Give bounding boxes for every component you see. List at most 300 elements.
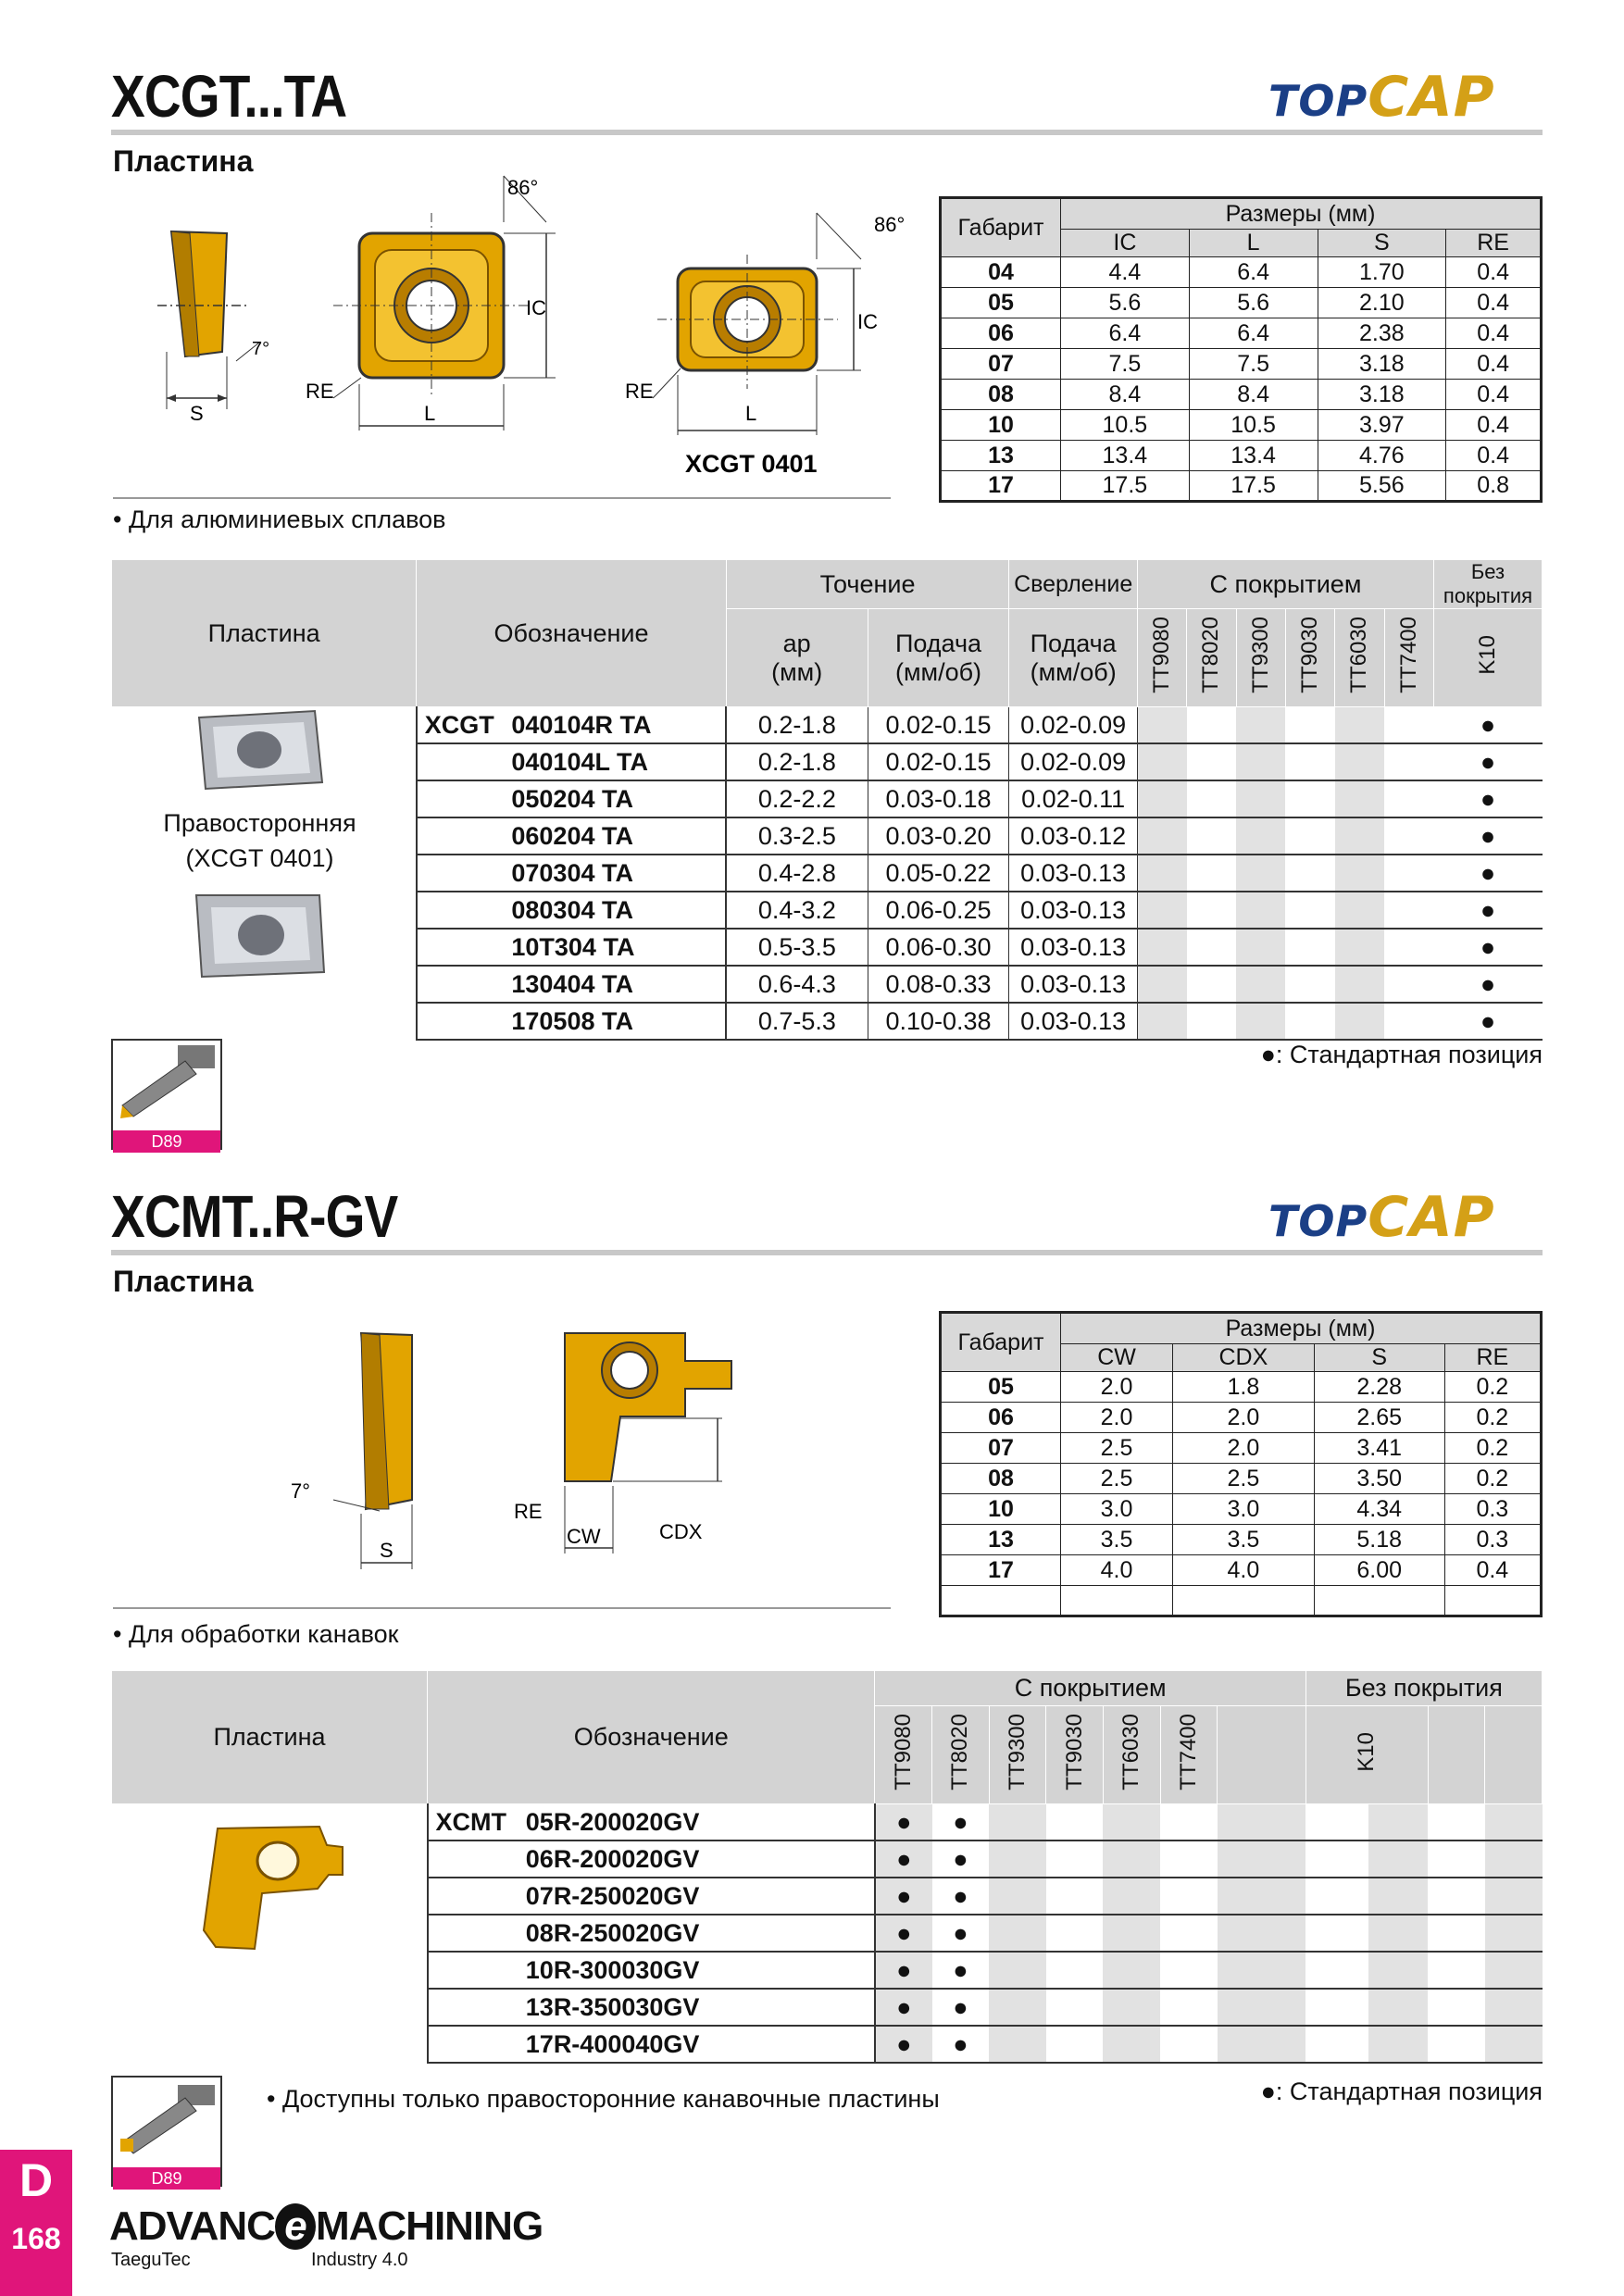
logo-top-text: TOP xyxy=(1268,76,1368,126)
grade-cell xyxy=(1187,966,1236,1003)
dim-s-label-2: S xyxy=(380,1539,394,1562)
grade-cell xyxy=(1335,707,1384,744)
dim-value-cell: 2.5 xyxy=(1061,1433,1173,1464)
grade-tt8020-2: TT8020 xyxy=(947,1713,973,1791)
grade-cell xyxy=(1137,892,1186,929)
grade-cell xyxy=(989,1804,1046,1841)
feed-unit-2: (мм/об) xyxy=(1030,657,1117,686)
plastina-header: Пластина xyxy=(112,560,417,707)
feed-drilling-cell: 0.03-0.12 xyxy=(1009,817,1137,855)
sizes-header-2: Размеры (мм) xyxy=(1061,1313,1542,1344)
dim-re-label-3: RE xyxy=(514,1500,543,1523)
dim-value-cell: 2.0 xyxy=(1173,1403,1315,1433)
tt9080-cell: ● xyxy=(875,2026,932,2063)
dim-value-cell: 1.8 xyxy=(1173,1372,1315,1403)
grade-cell xyxy=(1485,2026,1543,2063)
grade-cell xyxy=(1187,855,1236,892)
page-ref-box-2[interactable] xyxy=(111,2076,222,2187)
grade-cell xyxy=(1046,1915,1104,1952)
dim-value-cell: 8.4 xyxy=(1061,380,1190,410)
grade-cell xyxy=(1046,1878,1104,1915)
tt9080-cell: ● xyxy=(875,1952,932,1989)
prefix-cell xyxy=(428,1952,526,1989)
grade-cell xyxy=(1368,2026,1428,2063)
dim-value-cell: 0.2 xyxy=(1444,1403,1541,1433)
ap-cell: 0.4-3.2 xyxy=(726,892,868,929)
dim-value-cell: 4.4 xyxy=(1061,257,1190,288)
grade-tt9300: TT9300 xyxy=(1247,616,1273,693)
grade-cell xyxy=(1384,743,1433,780)
tt9080-cell: ● xyxy=(875,1804,932,1841)
feed-turning-header xyxy=(868,609,1009,707)
designation-cell: 040104L TA xyxy=(511,743,726,780)
grade-cell xyxy=(1428,1989,1485,2026)
grade-cell xyxy=(1236,743,1285,780)
grade-cell xyxy=(1305,1878,1368,1915)
prefix-cell xyxy=(417,966,512,1003)
page-ref-label-1: D89 xyxy=(113,1130,220,1153)
designation-cell: 08R-250020GV xyxy=(526,1915,875,1952)
dim-value-cell: 2.0 xyxy=(1061,1403,1173,1433)
grade-cell xyxy=(1335,780,1384,817)
dim-value-cell: 10.5 xyxy=(1061,410,1190,441)
dim-row xyxy=(941,410,1542,441)
dim-value-cell: 3.41 xyxy=(1314,1433,1444,1464)
grade-tt9300-2: TT9300 xyxy=(1004,1713,1030,1791)
dim-row xyxy=(941,1555,1542,1586)
feed-turning-cell: 0.03-0.20 xyxy=(868,817,1009,855)
grade-cell xyxy=(1236,1003,1285,1040)
dim-size-cell: 08 xyxy=(941,1464,1061,1494)
dim-value-cell: 0.8 xyxy=(1446,471,1542,502)
dim-re-label-2: RE xyxy=(625,380,654,403)
ap-label: ap xyxy=(782,629,811,657)
grade-cell xyxy=(1187,929,1236,966)
k10-cell: ● xyxy=(1433,817,1542,855)
dim-empty-cell xyxy=(1444,1586,1541,1616)
side-view xyxy=(157,231,269,425)
grade-cell xyxy=(1368,1989,1428,2026)
tt8020-cell: ● xyxy=(932,1878,990,1915)
k10-cell: ● xyxy=(1433,780,1542,817)
grade-cell xyxy=(989,1952,1046,1989)
feed-turning-cell: 0.10-0.38 xyxy=(868,1003,1009,1040)
grade-cell xyxy=(1305,1915,1368,1952)
coated-header: С покрытием xyxy=(1137,560,1433,609)
grade-tt9030-2: TT9030 xyxy=(1061,1713,1087,1791)
dim-row xyxy=(941,1525,1542,1555)
dim-value-cell: 17.5 xyxy=(1061,471,1190,502)
dim-value-cell: 0.3 xyxy=(1444,1525,1541,1555)
grade-cell xyxy=(1137,780,1186,817)
dim-value-cell: 2.38 xyxy=(1318,318,1446,349)
col-ic: IC xyxy=(1061,230,1190,257)
grade-cell xyxy=(1218,1952,1306,1989)
brand-sub-right: Industry 4.0 xyxy=(311,2250,408,2270)
section2-note2: • Доступны только правосторонние канавочные пластины xyxy=(267,2085,940,2113)
dim-l-label: L xyxy=(424,402,436,425)
dim-row xyxy=(941,1464,1542,1494)
grade-cell xyxy=(1137,1003,1186,1040)
insert-photo-2 xyxy=(185,884,333,986)
dim-value-cell: 5.6 xyxy=(1189,288,1318,318)
note-divider-2 xyxy=(113,1607,891,1609)
tt8020-cell: ● xyxy=(932,2026,990,2063)
grade-cell xyxy=(1384,780,1433,817)
grade-cell xyxy=(1305,1804,1368,1841)
feed-drilling-cell: 0.02-0.09 xyxy=(1009,743,1137,780)
grade-cell xyxy=(1218,1915,1306,1952)
dim-value-cell: 2.5 xyxy=(1061,1464,1173,1494)
k10-cell: ● xyxy=(1433,929,1542,966)
designation-cell: 07R-250020GV xyxy=(526,1878,875,1915)
grade-cell xyxy=(1160,1952,1218,1989)
coated-header-2: С покрытием xyxy=(875,1671,1305,1706)
grade-tt9080-2: TT9080 xyxy=(890,1713,916,1791)
k10-cell: ● xyxy=(1433,892,1542,929)
ap-cell: 0.2-1.8 xyxy=(726,707,868,744)
dim-row xyxy=(941,471,1542,502)
grade-cell xyxy=(1485,1989,1543,2026)
designation-cell: 130404 TA xyxy=(511,966,726,1003)
angle-7-label: 7° xyxy=(252,339,270,359)
designation-cell: 06R-200020GV xyxy=(526,1841,875,1878)
section2-subtitle: Пластина xyxy=(113,1265,254,1298)
grade-tt6030: TT6030 xyxy=(1346,616,1372,693)
section1-title: XCGT...TA xyxy=(111,63,347,130)
top-view-rect xyxy=(625,213,905,478)
grade-cell xyxy=(1335,966,1384,1003)
designation-cell: 040104R TA xyxy=(511,707,726,744)
dim-value-cell: 6.4 xyxy=(1189,318,1318,349)
grade-cell xyxy=(1236,892,1285,929)
dim-size-cell: 13 xyxy=(941,1525,1061,1555)
dim-cdx-label: CDX xyxy=(659,1520,703,1543)
dim-value-cell: 7.5 xyxy=(1061,349,1190,380)
grade-cell xyxy=(1285,1003,1334,1040)
legend-2: ●: Стандартная позиция xyxy=(1260,2078,1543,2105)
prefix-cell: XCMT xyxy=(428,1804,526,1841)
dim-value-cell: 13.4 xyxy=(1189,441,1318,471)
grade-tt6030-2: TT6030 xyxy=(1118,1713,1144,1791)
dim-size-cell: 07 xyxy=(941,1433,1061,1464)
col-cw: CW xyxy=(1061,1344,1173,1372)
dim-row xyxy=(941,318,1542,349)
grade-cell xyxy=(1485,1952,1543,1989)
grade-cell xyxy=(1428,1878,1485,1915)
grade-cell xyxy=(1384,1003,1433,1040)
dim-value-cell: 8.4 xyxy=(1189,380,1318,410)
dim-value-cell: 0.4 xyxy=(1446,441,1542,471)
grade-cell xyxy=(1187,1003,1236,1040)
dim-value-cell: 0.4 xyxy=(1446,410,1542,441)
prefix-cell xyxy=(417,1003,512,1040)
dim-value-cell: 0.4 xyxy=(1446,288,1542,318)
k10-cell: ● xyxy=(1433,743,1542,780)
dim-value-cell: 5.18 xyxy=(1314,1525,1444,1555)
chapter-tab xyxy=(0,2150,72,2296)
prefix-cell xyxy=(417,929,512,966)
grade-cell xyxy=(1285,743,1334,780)
grade-k10-2: K10 xyxy=(1354,1731,1380,1772)
logo-top-text-2: TOP xyxy=(1268,1196,1368,1246)
brand-part-b: MACHINING xyxy=(315,2203,543,2249)
tt9080-cell: ● xyxy=(875,1989,932,2026)
dim-s-label: S xyxy=(190,402,204,425)
feed-turning-cell: 0.02-0.15 xyxy=(868,707,1009,744)
feed-drilling-header xyxy=(1009,609,1137,707)
prefix-cell xyxy=(417,855,512,892)
dim-value-cell: 3.5 xyxy=(1061,1525,1173,1555)
grade-cell xyxy=(1335,1003,1384,1040)
insert-label-line1: Правосторонняя xyxy=(163,809,356,837)
grade-cell xyxy=(1335,929,1384,966)
prefix-cell xyxy=(417,892,512,929)
dim-size-cell: 10 xyxy=(941,1494,1061,1525)
dim-size-cell: 17 xyxy=(941,1555,1061,1586)
insert-photo-grooving xyxy=(190,1819,347,1958)
dim-value-cell: 4.76 xyxy=(1318,441,1446,471)
prefix-cell xyxy=(428,2026,526,2063)
grade-cell xyxy=(1285,892,1334,929)
gabarit-header: Габарит xyxy=(941,198,1061,257)
dim-value-cell: 0.4 xyxy=(1446,257,1542,288)
grade-cell xyxy=(1218,1841,1306,1878)
tt8020-cell: ● xyxy=(932,1915,990,1952)
feed-unit: (мм/об) xyxy=(894,657,982,686)
chapter-letter: D xyxy=(19,2154,54,2206)
grade-cell xyxy=(1368,1878,1428,1915)
oboznachenie-header-2: Обозначение xyxy=(428,1671,875,1804)
grade-cell xyxy=(1103,2026,1160,2063)
dim-row xyxy=(941,441,1542,471)
feed-label: Подача xyxy=(894,629,982,657)
feed-turning-cell: 0.03-0.18 xyxy=(868,780,1009,817)
grade-cell xyxy=(1305,1989,1368,2026)
dim-value-cell: 10.5 xyxy=(1189,410,1318,441)
grade-cell xyxy=(1305,1952,1368,1989)
dim-empty-cell xyxy=(941,1586,1061,1616)
designation-cell: 080304 TA xyxy=(511,892,726,929)
tt8020-cell: ● xyxy=(932,1952,990,1989)
dim-value-cell: 2.0 xyxy=(1061,1372,1173,1403)
ap-cell: 0.6-4.3 xyxy=(726,966,868,1003)
dim-row xyxy=(941,349,1542,380)
dim-value-cell: 3.0 xyxy=(1061,1494,1173,1525)
plastina-header-2: Пластина xyxy=(112,1671,428,1804)
grade-cell xyxy=(1218,1804,1306,1841)
advance-machining-logo xyxy=(109,2203,543,2250)
dim-value-cell: 3.0 xyxy=(1173,1494,1315,1525)
insert-label-line2: (XCGT 0401) xyxy=(185,844,334,872)
k10-cell: ● xyxy=(1433,855,1542,892)
dim-value-cell: 5.56 xyxy=(1318,471,1446,502)
grade-cell xyxy=(1160,1878,1218,1915)
grooving-tool-icon xyxy=(113,2078,220,2163)
dim-row xyxy=(941,380,1542,410)
col-s: S xyxy=(1318,230,1446,257)
grade-cell xyxy=(1103,1841,1160,1878)
col-l: L xyxy=(1189,230,1318,257)
dim-cw-label: CW xyxy=(567,1525,601,1548)
brand-sub-left: TaeguTec xyxy=(111,2250,191,2270)
dim-value-cell: 2.28 xyxy=(1314,1372,1444,1403)
prefix-cell xyxy=(417,743,512,780)
grade-cell xyxy=(1285,966,1334,1003)
feed-drilling-cell: 0.03-0.13 xyxy=(1009,929,1137,966)
dim-value-cell: 0.2 xyxy=(1444,1464,1541,1494)
legend-1: ●: Стандартная позиция xyxy=(1260,1041,1543,1068)
feed-drilling-cell: 0.03-0.13 xyxy=(1009,966,1137,1003)
grade-cell xyxy=(1384,966,1433,1003)
logo-cap-text: CAP xyxy=(1368,65,1495,130)
grade-cell xyxy=(1384,855,1433,892)
feed-drilling-cell: 0.02-0.11 xyxy=(1009,780,1137,817)
tt9080-cell: ● xyxy=(875,1915,932,1952)
dim-row xyxy=(941,1403,1542,1433)
dim-size-cell: 08 xyxy=(941,380,1061,410)
ap-cell: 0.5-3.5 xyxy=(726,929,868,966)
grade-cell xyxy=(1368,1841,1428,1878)
dim-value-cell: 6.00 xyxy=(1314,1555,1444,1586)
topcap-logo-2 xyxy=(1268,1185,1495,1250)
page-ref-box-1[interactable] xyxy=(111,1039,222,1150)
grade-cell xyxy=(1236,855,1285,892)
uncoated-header: Без покрытия xyxy=(1433,560,1542,609)
grade-cell xyxy=(1103,1804,1160,1841)
grade-cell xyxy=(1236,817,1285,855)
designation-cell: 17R-400040GV xyxy=(526,2026,875,2063)
grade-cell xyxy=(1485,1878,1543,1915)
grade-cell xyxy=(1236,780,1285,817)
dim-re-label: RE xyxy=(306,380,334,403)
grade-cell xyxy=(1428,1804,1485,1841)
xcgt-dimension-table xyxy=(939,196,1543,503)
grade-cell xyxy=(1384,929,1433,966)
grade-cell xyxy=(1285,780,1334,817)
gabarit-header-2: Габарит xyxy=(941,1313,1061,1372)
grade-cell xyxy=(1046,1952,1104,1989)
dim-value-cell: 0.4 xyxy=(1446,349,1542,380)
feed-turning-cell: 0.02-0.15 xyxy=(868,743,1009,780)
feed-turning-cell: 0.06-0.30 xyxy=(868,929,1009,966)
section2-rule xyxy=(111,1250,1543,1255)
feed-drilling-cell: 0.02-0.09 xyxy=(1009,707,1137,744)
page-ref-label-2: D89 xyxy=(113,2167,220,2190)
dim-value-cell: 17.5 xyxy=(1189,471,1318,502)
dim-value-cell: 3.50 xyxy=(1314,1464,1444,1494)
dim-row xyxy=(941,288,1542,318)
note-divider-1 xyxy=(113,497,891,499)
feed-turning-cell: 0.08-0.33 xyxy=(868,966,1009,1003)
grade-cell xyxy=(1335,892,1384,929)
grade-cell xyxy=(1187,780,1236,817)
dim-size-cell: 06 xyxy=(941,1403,1061,1433)
dim-value-cell: 0.4 xyxy=(1444,1555,1541,1586)
feed-drilling-cell: 0.03-0.13 xyxy=(1009,892,1137,929)
ap-unit: (мм) xyxy=(771,657,823,686)
angle-86-label-1: 86° xyxy=(507,176,539,199)
sizes-header: Размеры (мм) xyxy=(1061,198,1542,230)
grade-cell xyxy=(989,2026,1046,2063)
feed-drilling-cell: 0.03-0.13 xyxy=(1009,855,1137,892)
dim-value-cell: 6.4 xyxy=(1189,257,1318,288)
dim-value-cell: 4.0 xyxy=(1173,1555,1315,1586)
grade-cell xyxy=(1046,1989,1104,2026)
dim-value-cell: 2.0 xyxy=(1173,1433,1315,1464)
grade-cell xyxy=(1428,1841,1485,1878)
grade-k10: K10 xyxy=(1474,634,1500,675)
grade-tt7400: TT7400 xyxy=(1395,616,1421,693)
dim-row xyxy=(941,1433,1542,1464)
grade-cell xyxy=(1335,855,1384,892)
dim-value-cell: 3.97 xyxy=(1318,410,1446,441)
feed-drilling-cell: 0.03-0.13 xyxy=(1009,1003,1137,1040)
grade-cell xyxy=(1368,1952,1428,1989)
grade-cell xyxy=(1103,1952,1160,1989)
grade-tt7400-2: TT7400 xyxy=(1175,1713,1201,1791)
dim-l-label-2: L xyxy=(745,402,757,425)
dim-value-cell: 1.70 xyxy=(1318,257,1446,288)
oboznachenie-header: Обозначение xyxy=(417,560,726,707)
grade-cell xyxy=(1305,2026,1368,2063)
grade-cell xyxy=(1103,1915,1160,1952)
grade-cell xyxy=(989,1841,1046,1878)
xcgt-technical-drawing xyxy=(148,167,907,500)
grade-cell xyxy=(1218,1878,1306,1915)
tt8020-cell: ● xyxy=(932,1804,990,1841)
grade-cell xyxy=(1160,1915,1218,1952)
prefix-cell xyxy=(428,1878,526,1915)
grade-cell xyxy=(1160,1989,1218,2026)
prefix-cell xyxy=(417,780,512,817)
grade-tt8020: TT8020 xyxy=(1198,616,1224,693)
grade-cell xyxy=(1218,2026,1306,2063)
dim-value-cell: 0.2 xyxy=(1444,1433,1541,1464)
dim-row xyxy=(941,1372,1542,1403)
grade-cell xyxy=(1236,929,1285,966)
dim-row-empty xyxy=(941,1586,1542,1616)
dim-value-cell: 3.5 xyxy=(1173,1525,1315,1555)
dim-size-cell: 04 xyxy=(941,257,1061,288)
dim-value-cell: 6.4 xyxy=(1061,318,1190,349)
prefix-cell xyxy=(428,1989,526,2026)
dim-size-cell: 13 xyxy=(941,441,1061,471)
col-cdx: CDX xyxy=(1173,1344,1315,1372)
designation-cell: 070304 TA xyxy=(511,855,726,892)
grade-cell xyxy=(989,1878,1046,1915)
grade-cell xyxy=(1335,743,1384,780)
grade-cell xyxy=(1046,1804,1104,1841)
angle-7-label-2: 7° xyxy=(291,1479,311,1503)
section2-note: • Для обработки канавок xyxy=(113,1620,399,1648)
topcap-logo xyxy=(1268,65,1495,130)
grade-cell xyxy=(1187,707,1236,744)
brand-e: e xyxy=(275,2203,316,2250)
grade-cell xyxy=(1428,1952,1485,1989)
grade-cell xyxy=(1236,707,1285,744)
grade-cell xyxy=(1187,892,1236,929)
tt8020-cell: ● xyxy=(932,1989,990,2026)
col-s-2: S xyxy=(1314,1344,1444,1372)
grade-cell xyxy=(1285,707,1334,744)
grade-cell xyxy=(1384,707,1433,744)
feed-turning-cell: 0.06-0.25 xyxy=(868,892,1009,929)
dim-value-cell: 3.18 xyxy=(1318,349,1446,380)
grade-cell xyxy=(1187,743,1236,780)
grade-cell xyxy=(1218,1989,1306,2026)
grade-cell xyxy=(1485,1841,1543,1878)
